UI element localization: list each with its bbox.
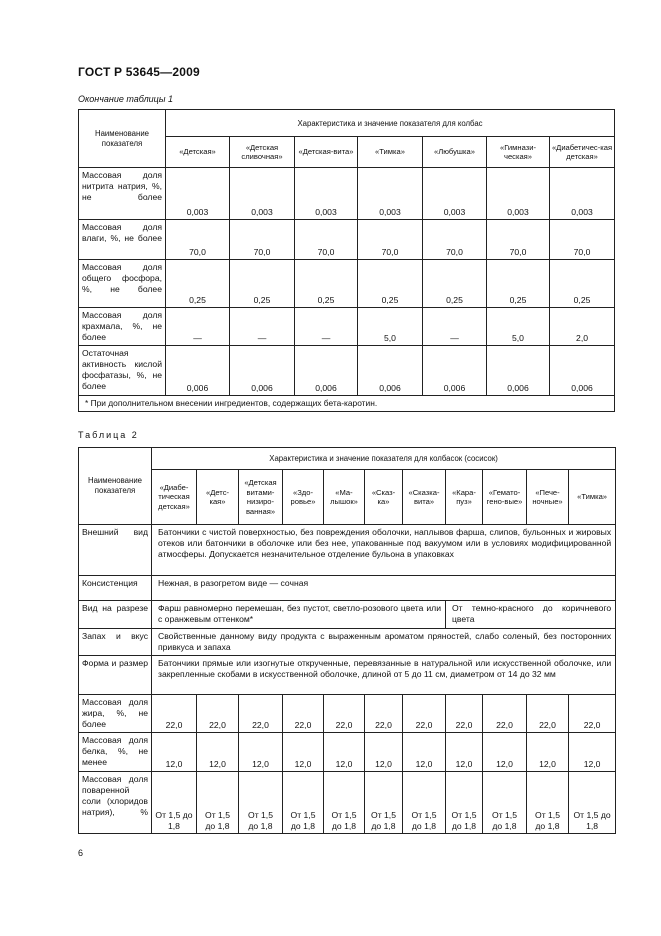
table-cell: 22,0 xyxy=(527,695,569,733)
row-name: Консистенция xyxy=(79,576,152,601)
table-row xyxy=(79,308,615,346)
table-cell: 0,006 xyxy=(487,346,550,396)
table-cell: 0,25 xyxy=(423,260,487,308)
table-row xyxy=(79,576,616,601)
table-row xyxy=(79,525,616,576)
table-row xyxy=(79,629,616,656)
row-text: Свойственные данному виду продукта с выраженным ароматом пряностей, слабо соленый, без посторонних привкуса и запаха xyxy=(152,629,616,656)
table-cell: 12,0 xyxy=(483,733,527,772)
row-name: Массовая доля крахмала, %, не более xyxy=(79,308,166,346)
row-name: Массовая доля жира, %, не более xyxy=(79,695,152,733)
table-cell: 22,0 xyxy=(365,695,403,733)
table-cell: 2,0 xyxy=(550,308,615,346)
table2-col-header: «Детс-кая» xyxy=(197,470,239,525)
table-row xyxy=(79,260,615,308)
table-cell: 22,0 xyxy=(569,695,616,733)
table-cell: 12,0 xyxy=(324,733,365,772)
table-cell: От 1,5 до 1,8 xyxy=(365,772,403,834)
table-cell: 0,25 xyxy=(295,260,358,308)
table2-span-header: Характеристика и значение показателя для колбасок (сосисок) xyxy=(152,448,616,470)
table1-footnote: * При дополнительном внесении ингредиентов, содержащих бета-каротин. xyxy=(79,396,615,412)
table-row xyxy=(79,346,615,396)
table-cell: От 1,5 до 1,8 xyxy=(197,772,239,834)
table1-col-header: «Диабетичес-кая детская» xyxy=(550,137,615,168)
table-cell: 0,25 xyxy=(358,260,423,308)
table-row xyxy=(79,168,615,220)
row-name: Массовая доля влаги, %, не более xyxy=(79,220,166,260)
table-cell: 12,0 xyxy=(239,733,283,772)
table1-name-header: Наименование показателя xyxy=(79,110,166,168)
table-cell: 70,0 xyxy=(487,220,550,260)
table-cell: 0,003 xyxy=(423,168,487,220)
table-cell: 0,006 xyxy=(230,346,295,396)
table-cell: 12,0 xyxy=(446,733,483,772)
table-cell: — xyxy=(295,308,358,346)
table-cell: 12,0 xyxy=(569,733,616,772)
table2-col-header: «Здо-ровье» xyxy=(283,470,324,525)
table2-caption: Таблица 2 xyxy=(78,430,139,440)
table-cell: 0,003 xyxy=(487,168,550,220)
table1-span-header: Характеристика и значение показателя для колбас xyxy=(166,110,615,137)
table-cell: 70,0 xyxy=(358,220,423,260)
table2-col-header: «Сказка-вита» xyxy=(403,470,446,525)
table1-col-header: «Детская сливочная» xyxy=(230,137,295,168)
table-cell: От 1,5 до 1,8 xyxy=(569,772,616,834)
table-cell: 12,0 xyxy=(527,733,569,772)
table-cell: 0,25 xyxy=(550,260,615,308)
table-cell: 12,0 xyxy=(365,733,403,772)
table-cell: 5,0 xyxy=(487,308,550,346)
table-cell: 0,006 xyxy=(423,346,487,396)
table-cell: От 1,5 до 1,8 xyxy=(403,772,446,834)
table1-col-header: «Тимка» xyxy=(358,137,423,168)
table-cell: 0,25 xyxy=(230,260,295,308)
table-cell: От 1,5 до 1,8 xyxy=(527,772,569,834)
table1-col-header: «Гимнази-ческая» xyxy=(487,137,550,168)
table-cell: — xyxy=(230,308,295,346)
table-row xyxy=(79,601,616,629)
row-text: Батончики с чистой поверхностью, без повреждения оболочки, наплывов фарша, слипов, бульонных и жировых отеков или батончики в оболочке или без нее, упакованные под вакуумом или в условиях модифицированной атмосферы. Допускается незначительное отделение бульона в упаковках xyxy=(152,525,616,576)
table1-col-header: «Детская-вита» xyxy=(295,137,358,168)
table1 xyxy=(78,109,615,412)
table-cell: 70,0 xyxy=(166,220,230,260)
table2 xyxy=(78,447,616,834)
table-row xyxy=(79,220,615,260)
table-cell: 0,006 xyxy=(295,346,358,396)
table-cell: 12,0 xyxy=(152,733,197,772)
table-cell: 22,0 xyxy=(403,695,446,733)
table2-col-header: «Ма-лышок» xyxy=(324,470,365,525)
table-cell: 0,003 xyxy=(166,168,230,220)
row-text: От темно-красного до коричневого цвета xyxy=(446,601,616,629)
table-row xyxy=(79,695,616,733)
table2-col-header: «Пече-ночные» xyxy=(527,470,569,525)
table-row xyxy=(79,733,616,772)
table-cell: 22,0 xyxy=(324,695,365,733)
row-name: Массовая доля общего фосфора, %, не более xyxy=(79,260,166,308)
document-header: ГОСТ Р 53645—2009 xyxy=(78,65,200,79)
table-cell: 0,003 xyxy=(230,168,295,220)
table-cell: — xyxy=(423,308,487,346)
row-name: Вид на разрезе xyxy=(79,601,152,629)
row-name: Массовая доля нитрита натрия, %, не более xyxy=(79,168,166,220)
table-cell: 12,0 xyxy=(403,733,446,772)
row-name: Запах и вкус xyxy=(79,629,152,656)
table2-col-header: «Детская витами-низиро-ванная» xyxy=(239,470,283,525)
table1-col-header: «Любушка» xyxy=(423,137,487,168)
table-cell: 0,006 xyxy=(550,346,615,396)
row-name: Форма и размер xyxy=(79,656,152,695)
table-cell: 12,0 xyxy=(283,733,324,772)
table-cell: 22,0 xyxy=(152,695,197,733)
table-cell: 0,003 xyxy=(550,168,615,220)
table-cell: 0,006 xyxy=(358,346,423,396)
table-cell: От 1,5 до 1,8 xyxy=(483,772,527,834)
row-name: Массовая доля поваренной соли (хлоридов натрия), % xyxy=(79,772,152,834)
table-row xyxy=(79,772,616,834)
table1-caption: Окончание таблицы 1 xyxy=(78,94,173,104)
table-row xyxy=(79,656,616,695)
table2-col-header: «Гемато-гено-вые» xyxy=(483,470,527,525)
row-name: Внешний вид xyxy=(79,525,152,576)
table-cell: От 1,5 до 1,8 xyxy=(239,772,283,834)
table-cell: 0,25 xyxy=(487,260,550,308)
row-text: Нежная, в разогретом виде — сочная xyxy=(152,576,616,601)
table-cell: 22,0 xyxy=(446,695,483,733)
table-cell: 22,0 xyxy=(283,695,324,733)
row-name: Массовая доля белка, %, не менее xyxy=(79,733,152,772)
table-cell: 22,0 xyxy=(483,695,527,733)
table-cell: От 1,5 до 1,8 xyxy=(446,772,483,834)
row-name: Остаточная активность кислой фосфатазы, %, не более xyxy=(79,346,166,396)
table-cell: 22,0 xyxy=(239,695,283,733)
table-cell: 70,0 xyxy=(230,220,295,260)
table2-name-header: Наименование показателя xyxy=(79,448,152,525)
table1-col-header: «Детская» xyxy=(166,137,230,168)
table-cell: От 1,5 до 1,8 xyxy=(152,772,197,834)
table-cell: 0,003 xyxy=(295,168,358,220)
table-cell: 5,0 xyxy=(358,308,423,346)
table-cell: 22,0 xyxy=(197,695,239,733)
table-cell: 12,0 xyxy=(197,733,239,772)
table2-col-header: «Кара-пуз» xyxy=(446,470,483,525)
table-cell: 0,006 xyxy=(166,346,230,396)
row-text: Фарш равномерно перемешан, без пустот, светло-розового цвета или с оранжевым оттенком* xyxy=(152,601,446,629)
table-cell: От 1,5 до 1,8 xyxy=(283,772,324,834)
table-cell: 70,0 xyxy=(423,220,487,260)
table-cell: 70,0 xyxy=(550,220,615,260)
table-cell: 0,25 xyxy=(166,260,230,308)
table2-col-header: «Тимка» xyxy=(569,470,616,525)
table2-col-header: «Сказ-ка» xyxy=(365,470,403,525)
row-text: Батончики прямые или изогнутые открученные, перевязанные в натуральной или искусственной оболочке, или закрепленные скобами в искусственной оболочке, длиной от 5 до 11 см, диаметром от 14 до 32 мм xyxy=(152,656,616,695)
table-cell: — xyxy=(166,308,230,346)
table2-col-header: «Диабе-тическая детская» xyxy=(152,470,197,525)
table-cell: 70,0 xyxy=(295,220,358,260)
page-number: 6 xyxy=(78,848,84,858)
table-cell: 0,003 xyxy=(358,168,423,220)
table-cell: От 1,5 до 1,8 xyxy=(324,772,365,834)
